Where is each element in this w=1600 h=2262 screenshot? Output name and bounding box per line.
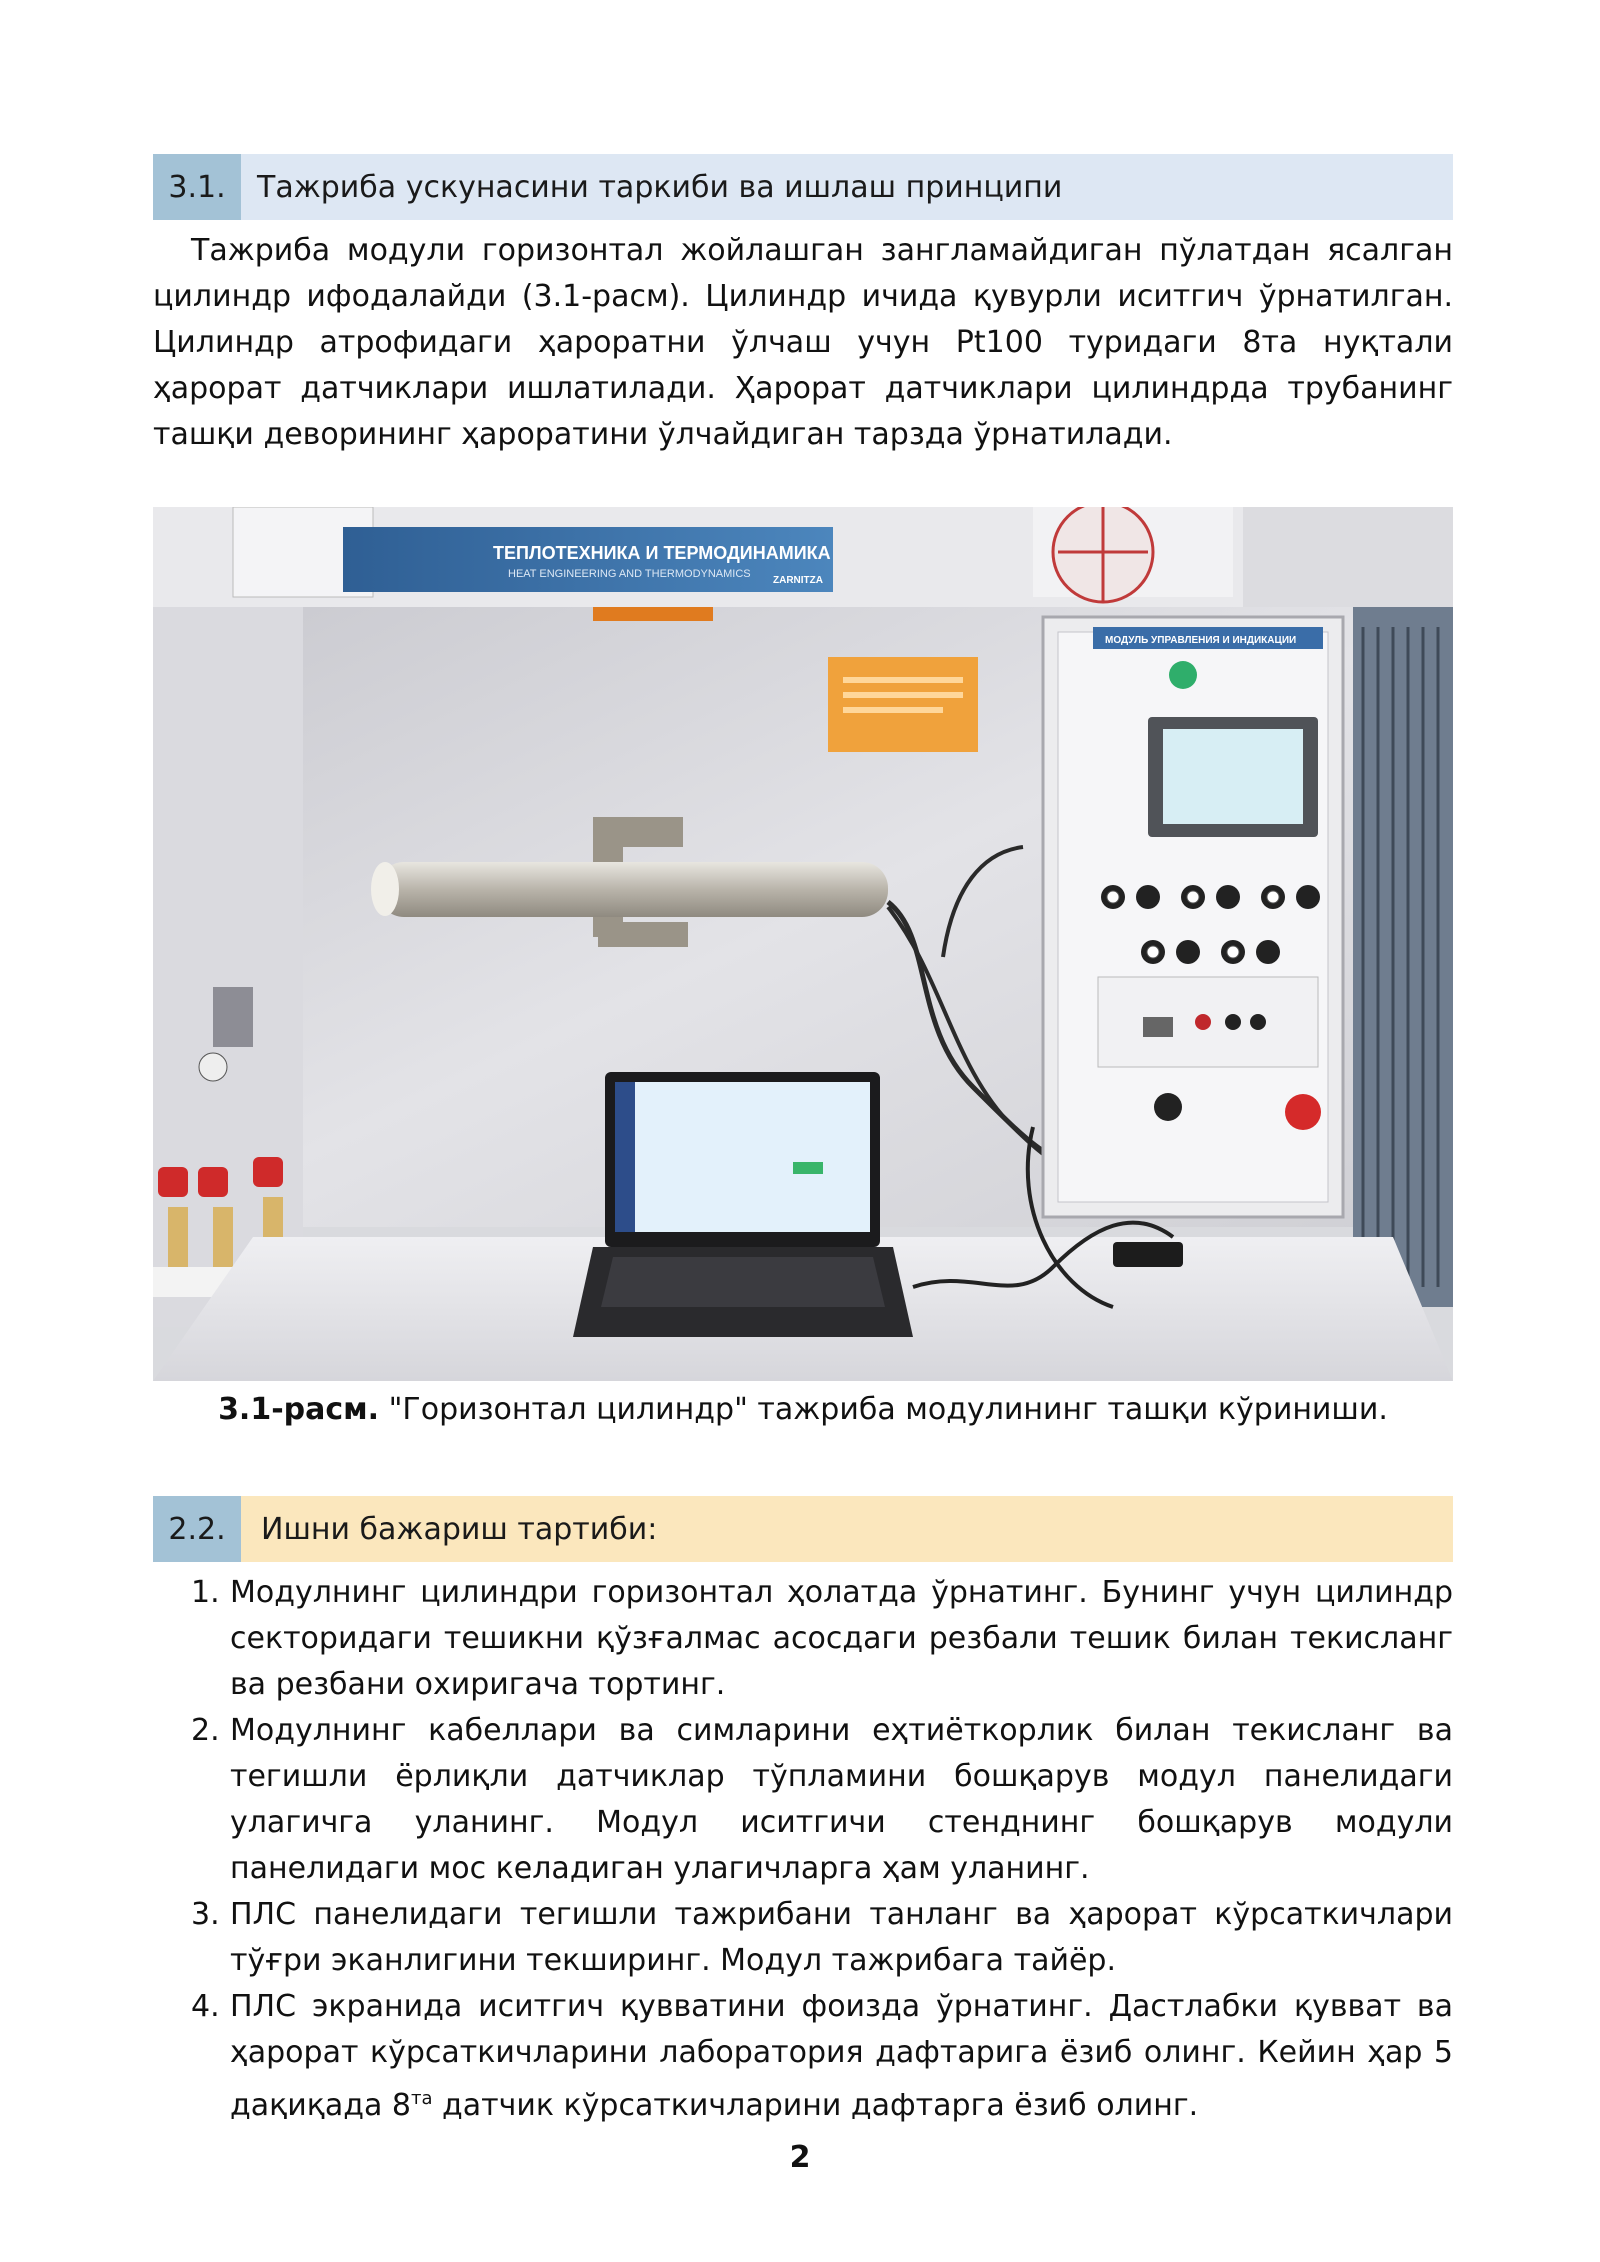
list-item-number: 1. (191, 1575, 220, 1610)
panel-title: МОДУЛЬ УПРАВЛЕНИЯ И ИНДИКАЦИИ (1105, 635, 1297, 646)
figure-caption (153, 1392, 1453, 1427)
intro-paragraph: Тажриба модули горизонтал жойлашган зангламайдиган пўлатдан ясалган цилиндр ифодалайди (3.1-расм). Цилиндр ичида қувурли иситгич ўрнатилган. Цилиндр атрофидаги ҳароратни ўлчаш учун Pt100 туридаги 8та нуқтали ҳарорат датчиклари ишлатилади. Ҳарорат датчиклари цилиндрда трубанинг ташқи деворининг ҳароратини ўлчайдиган тарзда ўрнатилади. (153, 233, 1453, 452)
section-title: Тажриба ускунасини таркиби ва ишлаш принципи (241, 154, 1453, 220)
section-number: 2.2. (153, 1496, 241, 1562)
list-item-text: Модулнинг цилиндри горизонтал ҳолатда ўрнатинг. Бунинг учун цилиндр секторидаги тешикни қўзғалмас асосдаги резбали тешик билан текисланг ва резбани охиригача тортинг. (230, 1575, 1453, 1702)
section-heading-3-1 (153, 154, 1453, 220)
list-item-number: 4. (191, 1989, 220, 2024)
banner-title: ТЕПЛОТЕХНИКА И ТЕРМОДИНАМИКА (493, 543, 831, 563)
horizontal-cylinder (378, 862, 888, 917)
banner-subtitle: HEAT ENGINEERING AND THERMODYNAMICS (508, 568, 751, 580)
caption-text: "Горизонтал цилиндр" тажриба модулининг ташқи кўриниши. (379, 1392, 1388, 1427)
list-item-text: Модулнинг кабеллари ва симларини еҳтиёткорлик билан текисланг ва тегишли ёрлиқли датчиклар тўпламини бошқарув модул панелидаги улагичга уланинг. Модул иситгичи стенднинг бошқарув модули панелидаги мос келадиган улагичларга ҳам уланинг. (230, 1713, 1453, 1886)
plc-screen (1163, 729, 1303, 824)
list-item (153, 1892, 1453, 1984)
section-heading-2-2 (153, 1496, 1453, 1562)
procedure-list (153, 1570, 1453, 2129)
list-item (153, 1984, 1453, 2129)
lab-stand-illustration (153, 507, 1453, 1381)
list-item-text: ПЛС экранида иситгич қувватини фоизда ўрнатинг. Дастлабки қувват ва ҳарорат кўрсаткичларини лаборатория дафтарига ёзиб олинг. Кейин ҳар 5 дақиқада 8 (230, 1989, 1453, 2123)
section-title: Ишни бажариш тартиби: (241, 1496, 1453, 1562)
section-number: 3.1. (153, 154, 241, 220)
superscript: та (411, 2088, 433, 2109)
list-item-text: ПЛС панелидаги тегишли тажрибани танланг ва ҳарорат кўрсаткичлари тўғри эканлигини текширинг. Модул тажрибага тайёр. (230, 1897, 1453, 1978)
figure-photo (153, 507, 1453, 1381)
brand-label: ZARNITZA (773, 575, 823, 586)
list-item-number: 2. (191, 1713, 220, 1748)
list-item-number: 3. (191, 1897, 220, 1932)
list-item-text-end: датчик кўрсаткичларини дафтарга ёзиб олинг. (432, 2088, 1199, 2123)
list-item (153, 1708, 1453, 1892)
caption-label: 3.1-расм. (218, 1392, 380, 1427)
page-number: 2 (789, 2140, 811, 2175)
list-item (153, 1570, 1453, 1708)
